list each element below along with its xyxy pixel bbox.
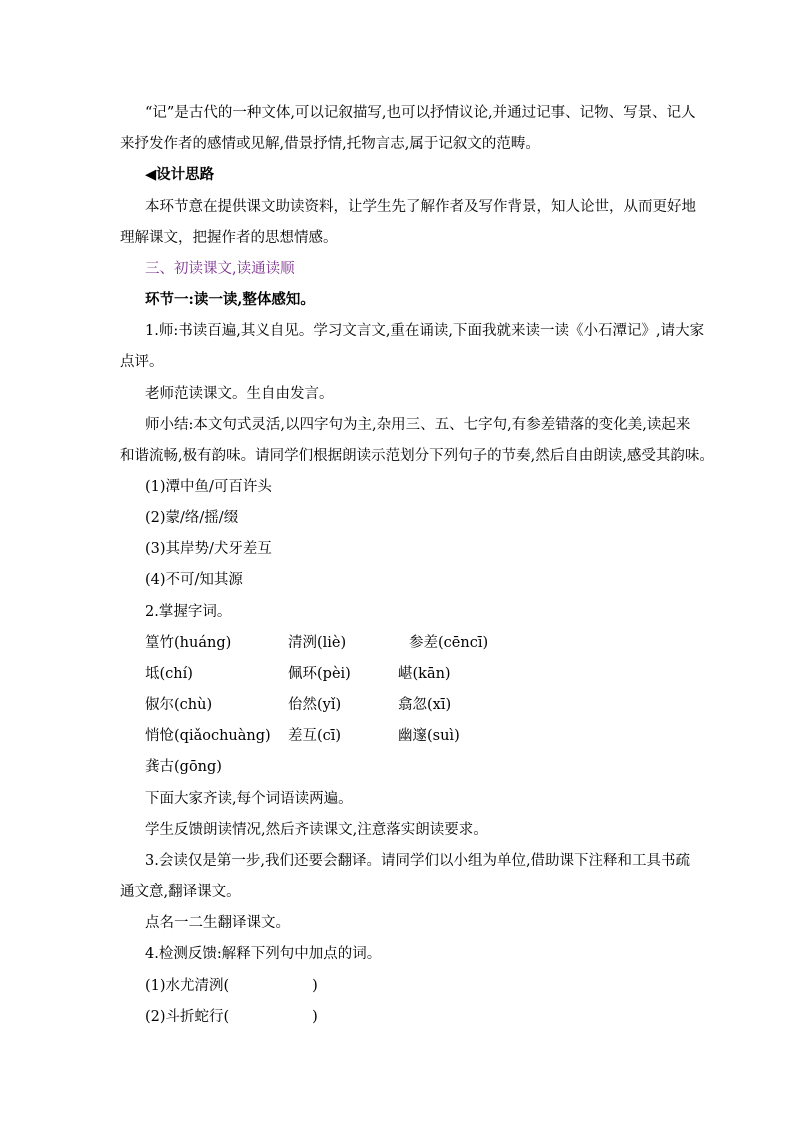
rhythm-item-4: (4)不可/知其源 bbox=[145, 572, 243, 588]
word-r2c1: 坻(chí) bbox=[145, 666, 193, 682]
item-2: 2.掌握字词。 bbox=[145, 604, 232, 620]
word-r2c3: 嵁(kān) bbox=[398, 666, 451, 682]
rhythm-item-2: (2)蒙/络/摇/缀 bbox=[145, 510, 239, 526]
word-r5c1: 龚古(gōng) bbox=[145, 759, 222, 775]
intro-line-1: “记”是古代的一种文体,可以记叙描写,也可以抒情议论,并通过记事、记物、写景、记人 bbox=[145, 105, 696, 121]
item-3-line-2: 通文意,翻译课文。 bbox=[120, 884, 241, 900]
item-4: 4.检测反馈:解释下列句中加点的词。 bbox=[145, 946, 382, 962]
section-3-heading: 三、初读课文,读通读顺 bbox=[145, 261, 295, 277]
word-r2c2: 佩环(pèi) bbox=[288, 666, 351, 682]
item-3-line-1: 3.会读仅是第一步,我们还要会翻译。请同学们以小组为单位,借助课下注释和工具书疏 bbox=[145, 853, 691, 869]
translate: 点名一二生翻译课文。 bbox=[145, 915, 290, 931]
rhythm-item-1: (1)潭中鱼/可百许头 bbox=[145, 479, 272, 495]
question-2: (2)斗折蛇行( ) bbox=[145, 1009, 318, 1025]
word-r4c3: 幽邃(suì) bbox=[398, 728, 460, 744]
teacher-read: 老师范读课文。生自由发言。 bbox=[145, 386, 334, 402]
word-r1c1: 篁竹(huáng) bbox=[145, 635, 232, 651]
item-1-line-2: 点评。 bbox=[120, 354, 164, 370]
feedback: 学生反馈朗读情况,然后齐读课文,注意落实朗读要求。 bbox=[145, 822, 488, 838]
item-1-line-1: 1.师:书读百遍,其义自见。学习文言文,重在诵读,下面我就来读一读《小石潭记》,请大家 bbox=[145, 323, 705, 339]
intro-line-2: 来抒发作者的感情或见解,借景抒情,托物言志,属于记叙文的范畴。 bbox=[120, 136, 540, 152]
step-1-heading: 环节一:读一读,整体感知。 bbox=[145, 291, 315, 308]
word-r3c1: 俶尔(chù) bbox=[145, 697, 213, 713]
word-r4c1: 悄怆(qiǎochuàng) bbox=[145, 728, 271, 744]
word-r3c2: 佁然(yǐ) bbox=[288, 697, 342, 713]
read-together: 下面大家齐读,每个词语读两遍。 bbox=[145, 791, 353, 807]
design-heading: ◀设计思路 bbox=[145, 166, 215, 183]
summary-line-2: 和谐流畅,极有韵味。请同学们根据朗读示范划分下列句子的节奏,然后自由朗读,感受其韵味。 bbox=[120, 448, 714, 464]
rhythm-item-3: (3)其岸势/犬牙差互 bbox=[145, 541, 272, 557]
summary-line-1: 师小结:本文句式灵活,以四字句为主,杂用三、五、七字句,有参差错落的变化美,读起来 bbox=[145, 417, 691, 433]
design-line-2: 理解课文，把握作者的思想情感。 bbox=[120, 230, 338, 246]
word-r1c2: 清洌(liè) bbox=[288, 635, 347, 651]
word-r1c3: 参差(cēncī) bbox=[409, 635, 489, 651]
word-r3c3: 翕忽(xī) bbox=[398, 697, 452, 713]
word-r4c2: 差互(cī) bbox=[288, 728, 342, 744]
question-1: (1)水尤清洌( ) bbox=[145, 978, 318, 994]
design-line-1: 本环节意在提供课文助读资料，让学生先了解作者及写作背景，知人论世，从而更好地 bbox=[145, 199, 696, 215]
